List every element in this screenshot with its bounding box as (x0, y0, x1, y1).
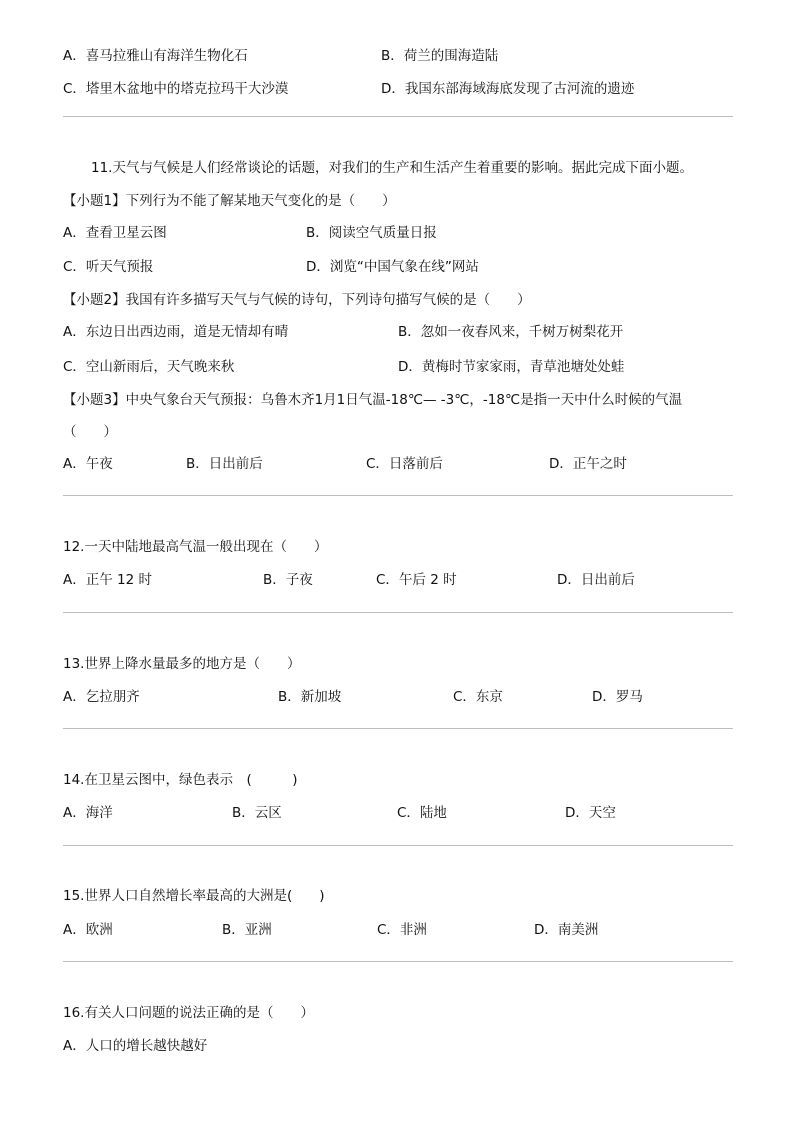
option-d: D．黄梅时节家家雨，青草池塘处处蛙 (398, 359, 625, 375)
option-c: C．午后 2 时 (376, 572, 457, 588)
option-c: C．非洲 (377, 922, 427, 938)
question-15-stem: 15.世界人口自然增长率最高的大洲是( ) (63, 888, 325, 904)
subquestion-1-stem: 【小题1】下列行为不能了解某地天气变化的是（ ） (63, 193, 396, 209)
option-d: D．天空 (565, 805, 616, 821)
option-d: D．浏览“中国气象在线”网站 (306, 259, 479, 275)
option-a: A．人口的增长越快越好 (63, 1038, 208, 1054)
option-d: D．罗马 (592, 689, 643, 705)
option-b: B．云区 (232, 805, 282, 821)
option-a: A．午夜 (63, 456, 113, 472)
divider (63, 845, 733, 846)
option-b: B．忽如一夜春风来，千树万树梨花开 (398, 324, 624, 340)
option-c: C．日落前后 (366, 456, 443, 472)
question-16-stem: 16.有关人口问题的说法正确的是（ ） (63, 1005, 314, 1021)
option-a: A．喜马拉雅山有海洋生物化石 (63, 48, 248, 64)
option-d: D．我国东部海域海底发现了古河流的遗迹 (381, 81, 635, 97)
option-a: A．乞拉朋齐 (63, 689, 140, 705)
question-13-stem: 13.世界上降水量最多的地方是（ ） (63, 656, 301, 672)
divider (63, 495, 733, 496)
question-12-stem: 12.一天中陆地最高气温一般出现在（ ） (63, 539, 328, 555)
option-b: B．荷兰的围海造陆 (381, 48, 499, 64)
option-b: B．亚洲 (222, 922, 272, 938)
option-b: B．阅读空气质量日报 (306, 225, 437, 241)
option-c: C．空山新雨后，天气晚来秋 (63, 359, 235, 375)
question-11-stem: 11.天气与气候是人们经常谈论的话题，对我们的生产和生活产生着重要的影响。据此完成下面小题。 (91, 160, 693, 176)
option-a: A．欧洲 (63, 922, 113, 938)
option-b: B．新加坡 (278, 689, 342, 705)
divider (63, 728, 733, 729)
divider (63, 612, 733, 613)
option-b: B．子夜 (263, 572, 313, 588)
option-d: D．正午之时 (549, 456, 627, 472)
option-d: D．日出前后 (557, 572, 635, 588)
divider (63, 116, 733, 117)
option-a: A．东边日出西边雨，道是无情却有晴 (63, 324, 289, 340)
divider (63, 961, 733, 962)
subquestion-2-stem: 【小题2】我国有许多描写天气与气候的诗句，下列诗句描写气候的是（ ） (63, 292, 531, 308)
subquestion-3-stem-continued: （ ） (63, 424, 117, 440)
option-c: C．东京 (453, 689, 503, 705)
subquestion-3-stem: 【小题3】中央气象台天气预报：乌鲁木齐1月1日气温-18℃— -3℃，-18℃是指一天中什么时候的气温 (63, 392, 683, 408)
option-a: A．查看卫星云图 (63, 225, 167, 241)
option-b: B．日出前后 (186, 456, 263, 472)
option-c: C．塔里木盆地中的塔克拉玛干大沙漠 (63, 81, 289, 97)
option-a: A．海洋 (63, 805, 113, 821)
option-c: C．听天气预报 (63, 259, 154, 275)
option-c: C．陆地 (397, 805, 447, 821)
option-d: D．南美洲 (534, 922, 599, 938)
option-a: A．正午 12 时 (63, 572, 152, 588)
question-14-stem: 14.在卫星云图中，绿色表示 ( ) (63, 772, 298, 788)
